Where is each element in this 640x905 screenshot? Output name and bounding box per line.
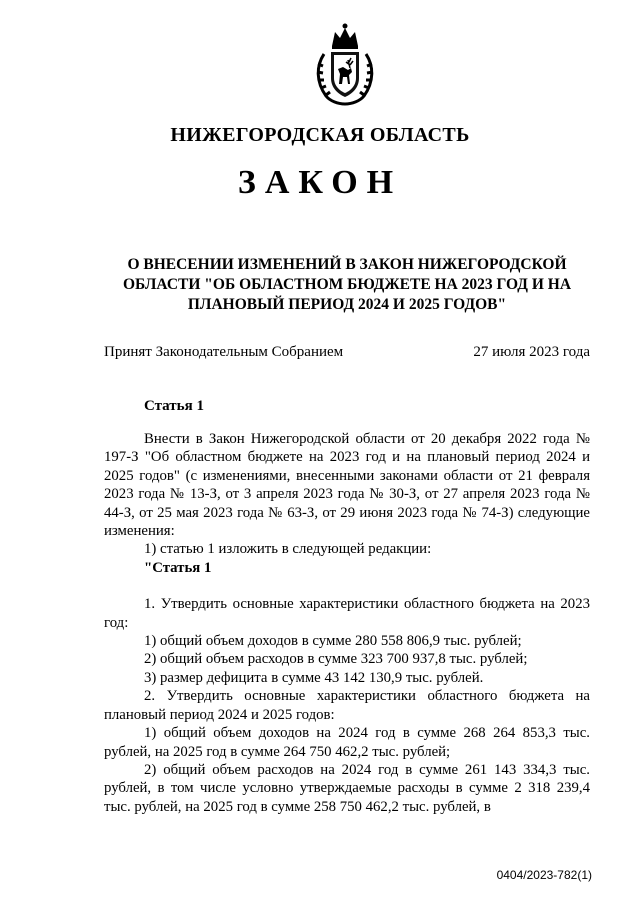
adoption-date: 27 июля 2023 года <box>473 344 590 360</box>
quoted-article-heading: "Статья 1 <box>144 559 212 576</box>
body-paragraph-p1-3: 3) размер дефицита в сумме 43 142 130,9 тыс. рублей. <box>144 669 484 686</box>
subject-line: ПЛАНОВЫЙ ПЕРИОД 2024 И 2025 ГОДОВ" <box>187 296 507 313</box>
law-body <box>104 430 590 816</box>
body-paragraph-p2: 2. Утвердить основные характеристики областного бюджета на плановый период 2024 и 2025 годов: <box>104 688 590 723</box>
body-paragraph-p2-2: 2) общий объем расходов на 2024 год в сумме 261 143 334,3 тыс. рублей, в том числе условно утверждаемые расходы в сумме 2 318 239,4 тыс. рублей, на 2025 год в сумме 258 750 462,2 тыс. рублей, в <box>104 761 590 815</box>
body-paragraph-p1: 1. Утвердить основные характеристики областного бюджета на 2023 год: <box>104 596 590 631</box>
body-paragraph-item1: 1) статью 1 изложить в следующей редакции: <box>144 541 432 558</box>
body-paragraph-p1-2: 2) общий объем расходов в сумме 323 700 937,8 тыс. рублей; <box>144 651 528 668</box>
adopted-by: Принят Законодательным Собранием <box>104 344 344 360</box>
body-paragraph-p2-1: 1) общий объем доходов на 2024 год в сумме 268 264 853,3 тыс. рублей, на 2025 год в сумме 264 750 462,2 тыс. рублей; <box>104 725 590 760</box>
article-heading: Статья 1 <box>144 398 204 414</box>
coat-of-arms-icon <box>312 22 378 106</box>
document-type-title: ЗАКОН <box>237 164 403 201</box>
subject-line: О ВНЕСЕНИИ ИЗМЕНЕНИЙ В ЗАКОН НИЖЕГОРОДСКОЙ <box>127 256 567 273</box>
document-code: 0404/2023-782(1) <box>496 868 592 882</box>
subject-line: ОБЛАСТИ "ОБ ОБЛАСТНОМ БЮДЖЕТЕ НА 2023 ГОД И НА <box>122 276 572 293</box>
region-name: НИЖЕГОРОДСКАЯ ОБЛАСТЬ <box>170 124 470 146</box>
law-subject-title <box>104 255 590 315</box>
body-paragraph-intro: Внести в Закон Нижегородской области от 20 декабря 2022 года № 197-З "Об областном бюджете на 2023 год и на плановый период 2024 и 2025 годов" (с изменениями, внесенными законами области от 21 февраля 2023 года № 13-З, от 3 апреля 2023 года № 30-З, от 27 апреля 2023 года № 44-З, от 25 мая 2023 года № 63-З, от 29 июня 2023 года № 74-З) следующие изменения: <box>104 431 590 540</box>
body-paragraph-p1-1: 1) общий объем доходов в сумме 280 558 806,9 тыс. рублей; <box>144 633 522 650</box>
